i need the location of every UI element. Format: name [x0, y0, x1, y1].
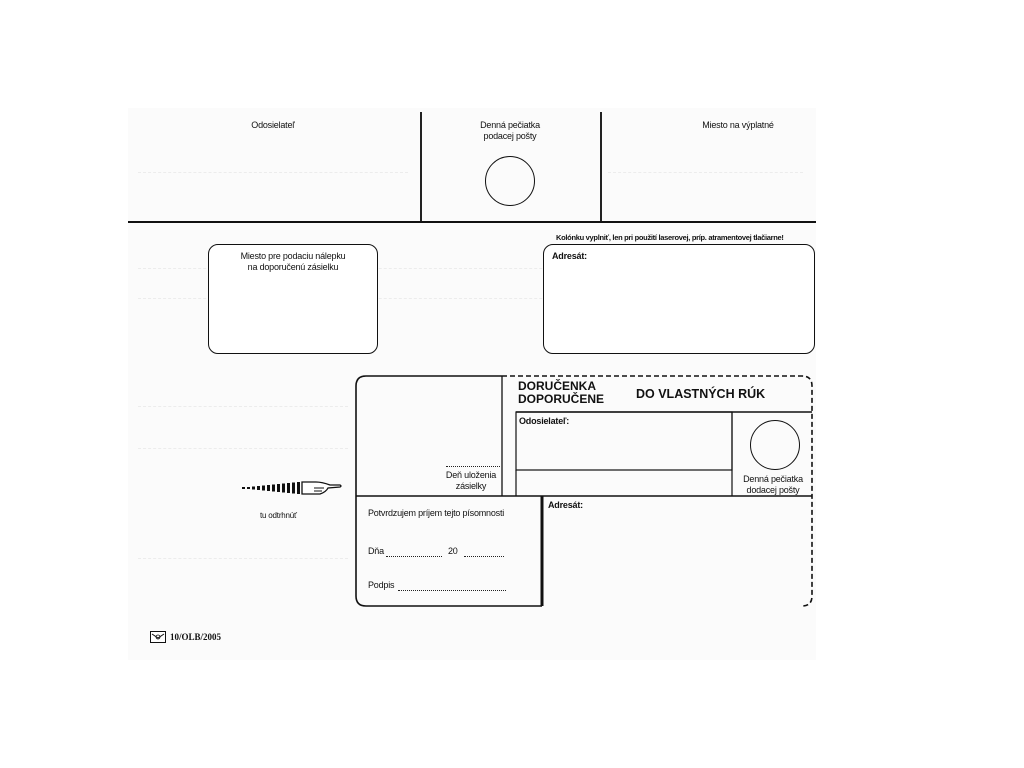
laser-printer-note: Kolónku vyplniť, len pri použití laserovej, príp. atramentovej tlačiarne! [556, 233, 784, 242]
sticker-box-label-line1: Miesto pre podaciu nálepku [240, 251, 346, 261]
storage-day-dotted-line[interactable] [446, 466, 500, 467]
header-bottom-rule [128, 221, 816, 223]
post-stamp-label [430, 120, 590, 142]
tear-arrow-icon [242, 480, 342, 496]
delivery-stamp-label-line2: dodacej pošty [746, 485, 800, 495]
receipt-title-line1: DORUČENKA [518, 379, 596, 393]
addressee-label: Adresát: [552, 251, 587, 261]
addressee-box [543, 244, 815, 354]
receipt-addressee-label: Adresát: [548, 500, 583, 510]
envelope-form [128, 108, 816, 660]
tear-label: tu odtrhnúť [260, 511, 297, 520]
year-label: 20 [448, 546, 458, 556]
signature-label: Podpis [368, 580, 395, 590]
receipt-title-own-hands: DO VLASTNÝCH RÚK [636, 387, 766, 401]
post-stamp-label-line2: podacej pošty [483, 131, 537, 141]
faint-line [138, 172, 408, 173]
storage-day-label-line2: zásielky [455, 481, 487, 491]
storage-day-label-line1: Deň uloženia [445, 470, 497, 480]
storage-day-label [436, 470, 506, 492]
delivery-stamp-label-line1: Denná pečiatka [743, 474, 803, 484]
receipt-title [518, 380, 638, 406]
form-code: 10/OLB/2005 [170, 632, 222, 642]
faint-line [608, 172, 803, 173]
receipt-title-line2: DOPORUČENE [518, 392, 605, 406]
faint-line [138, 406, 348, 407]
header-divider-left [420, 112, 422, 222]
faint-line [138, 558, 348, 559]
receipt-sender-label: Odosielateľ: [519, 416, 570, 426]
sticker-box [208, 244, 378, 354]
day-label: Dňa [368, 546, 384, 556]
header-divider-right [600, 112, 602, 222]
post-stamp-label-line1: Denná pečiatka [480, 120, 540, 130]
signature-dotted-field[interactable] [398, 590, 506, 591]
day-dotted-field[interactable] [386, 556, 442, 557]
postage-label: Miesto na výplatné [702, 120, 774, 130]
sender-label: Odosielateľ [251, 120, 295, 130]
delivery-stamp-circle [750, 420, 800, 470]
delivery-receipt-card [354, 374, 816, 610]
year-dotted-field[interactable] [464, 556, 504, 557]
delivery-stamp-label [734, 474, 812, 496]
sticker-box-label [209, 251, 377, 273]
faint-line [138, 448, 348, 449]
post-logo-icon [150, 630, 166, 642]
sticker-box-label-line2: na doporučenú zásielku [247, 262, 339, 272]
post-stamp-circle [485, 156, 535, 206]
receipt-confirm-text: Potvrdzujem príjem tejto písomnosti [368, 508, 505, 518]
